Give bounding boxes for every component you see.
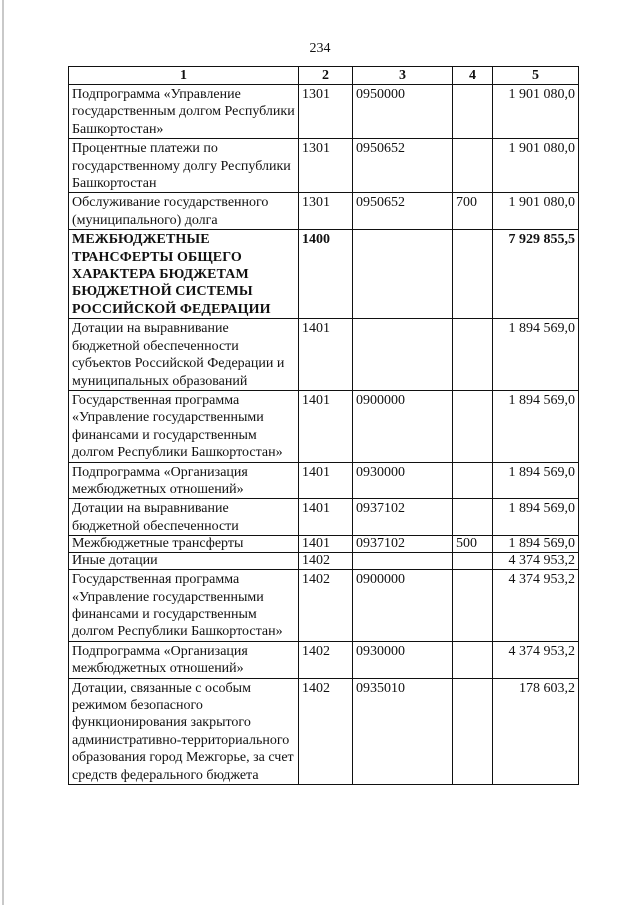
row-amount: 1 901 080,0: [493, 85, 579, 139]
table-row-section-heading: [69, 230, 579, 319]
row-section: 1400: [299, 230, 353, 319]
table-row: [69, 390, 579, 462]
row-target: 0900000: [353, 570, 453, 642]
row-name: Государственная программа «Управление государственными финансами и государственным долгом Республики Башкортостан»: [69, 570, 299, 642]
row-section: 1301: [299, 193, 353, 230]
row-section: 1402: [299, 553, 353, 570]
row-type: 500: [453, 536, 493, 553]
row-type: [453, 678, 493, 784]
row-type: [453, 553, 493, 570]
row-section: 1401: [299, 499, 353, 536]
row-name: Подпрограмма «Организация межбюджетных отношений»: [69, 641, 299, 678]
table-row: [69, 193, 579, 230]
table-row: [69, 139, 579, 193]
row-section: 1301: [299, 139, 353, 193]
row-name: Обслуживание государственного (муниципального) долга: [69, 193, 299, 230]
row-type: [453, 390, 493, 462]
row-name: Дотации на выравнивание бюджетной обеспеченности: [69, 499, 299, 536]
row-name: Дотации, связанные с особым режимом безопасного функционирования закрытого административно-территориального образования город Межгорье, за счет средств федерального бюджета: [69, 678, 299, 784]
row-target: 0950652: [353, 139, 453, 193]
column-header-2: 2: [299, 67, 353, 85]
row-name: Межбюджетные трансферты: [69, 536, 299, 553]
row-name: Дотации на выравнивание бюджетной обеспеченности субъектов Российской Федерации и муниципальных образований: [69, 319, 299, 391]
table-row: [69, 499, 579, 536]
row-name: Государственная программа «Управление государственными финансами и государственным долгом Республики Башкортостан»: [69, 390, 299, 462]
row-type: [453, 462, 493, 499]
row-target: 0950000: [353, 85, 453, 139]
table-row: [69, 641, 579, 678]
row-type: [453, 319, 493, 391]
row-type: [453, 85, 493, 139]
row-type: 700: [453, 193, 493, 230]
row-amount: 1 894 569,0: [493, 462, 579, 499]
row-amount: 1 894 569,0: [493, 536, 579, 553]
row-section: 1401: [299, 462, 353, 499]
row-target: 0900000: [353, 390, 453, 462]
row-type: [453, 230, 493, 319]
table-row: [69, 570, 579, 642]
row-type: [453, 499, 493, 536]
row-target: 0937102: [353, 536, 453, 553]
budget-table: [68, 66, 579, 785]
row-type: [453, 641, 493, 678]
row-section: 1402: [299, 641, 353, 678]
row-amount: 1 894 569,0: [493, 390, 579, 462]
column-header-3: 3: [353, 67, 453, 85]
row-section: 1301: [299, 85, 353, 139]
table-row: [69, 553, 579, 570]
table-row: [69, 319, 579, 391]
row-target: [353, 230, 453, 319]
row-name: Подпрограмма «Управление государственным долгом Республики Башкортостан»: [69, 85, 299, 139]
column-header-4: 4: [453, 67, 493, 85]
row-name: Процентные платежи по государственному долгу Республики Башкортостан: [69, 139, 299, 193]
row-name: Подпрограмма «Организация межбюджетных отношений»: [69, 462, 299, 499]
row-target: 0937102: [353, 499, 453, 536]
row-amount: 7 929 855,5: [493, 230, 579, 319]
row-amount: 4 374 953,2: [493, 641, 579, 678]
row-target: 0935010: [353, 678, 453, 784]
row-name: МЕЖБЮДЖЕТНЫЕ ТРАНСФЕРТЫ ОБЩЕГО ХАРАКТЕРА БЮДЖЕТАМ БЮДЖЕТНОЙ СИСТЕМЫ РОССИЙСКОЙ ФЕДЕРАЦИИ: [69, 230, 299, 319]
row-target: 0930000: [353, 641, 453, 678]
column-header-1: 1: [69, 67, 299, 85]
table-row: [69, 85, 579, 139]
row-amount: 4 374 953,2: [493, 570, 579, 642]
row-amount: 1 901 080,0: [493, 193, 579, 230]
row-section: 1401: [299, 536, 353, 553]
row-target: [353, 553, 453, 570]
row-name: Иные дотации: [69, 553, 299, 570]
row-section: 1402: [299, 570, 353, 642]
scan-edge: [2, 0, 4, 905]
row-section: 1401: [299, 390, 353, 462]
row-amount: 1 901 080,0: [493, 139, 579, 193]
row-target: 0950652: [353, 193, 453, 230]
row-amount: 4 374 953,2: [493, 553, 579, 570]
row-type: [453, 139, 493, 193]
row-target: [353, 319, 453, 391]
row-amount: 178 603,2: [493, 678, 579, 784]
row-target: 0930000: [353, 462, 453, 499]
table-row: [69, 678, 579, 784]
row-section: 1402: [299, 678, 353, 784]
header-row: [69, 67, 579, 85]
table-row: [69, 536, 579, 553]
row-section: 1401: [299, 319, 353, 391]
table-row: [69, 462, 579, 499]
row-type: [453, 570, 493, 642]
page-number: 234: [309, 41, 331, 56]
row-amount: 1 894 569,0: [493, 499, 579, 536]
row-amount: 1 894 569,0: [493, 319, 579, 391]
column-header-5: 5: [493, 67, 579, 85]
